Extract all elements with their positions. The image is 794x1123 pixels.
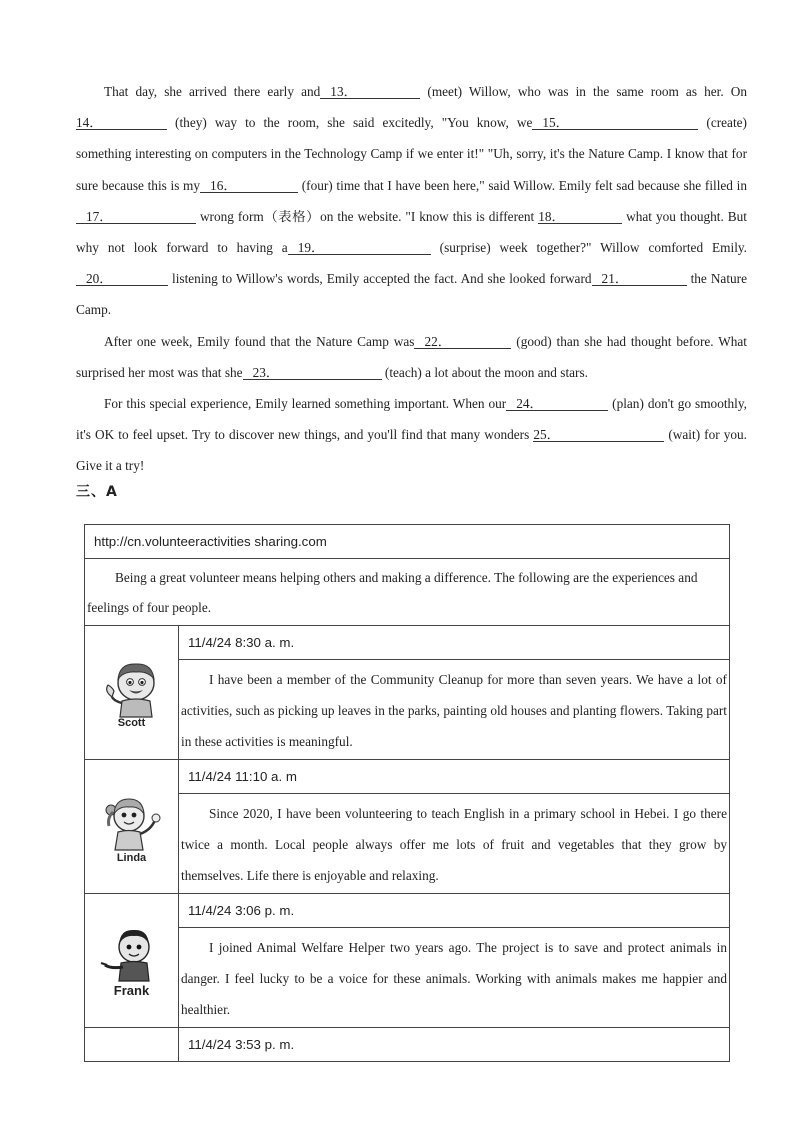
avatar-name: Linda [116, 851, 147, 864]
post-time: 11/4/24 3:06 p. m. [179, 894, 730, 928]
text: (wait) for you. Give it a try! [76, 427, 747, 474]
blank-14[interactable]: 14． [76, 115, 167, 130]
post-time: 11/4/24 8:30 a. m. [179, 626, 730, 660]
text: (four) time that I have been here," said Willow. Emily felt sad because she filled in [298, 177, 747, 193]
post-body [179, 928, 730, 1028]
blank-17[interactable]: 17． [76, 209, 196, 224]
blank-16[interactable]: 16． [200, 178, 298, 193]
post-text: I have been a member of the Community Cleanup for more than seven years. We have a lot of activities, such as picking up leaves in the parks, painting old houses and planting flowers. Taking part in these activities is meaningful. [181, 672, 727, 749]
girl-waving-icon [99, 790, 165, 854]
reading-passage [76, 76, 747, 482]
section-title: 三、A [76, 484, 118, 500]
text: For this special experience, Emily learned something important. When our [104, 396, 507, 412]
text: listening to Willow's words, Emily accepted the fact. And she looked forward [168, 271, 592, 287]
post-text: Since 2020, I have been volunteering to teach English in a primary school in Hebei. I go there twice a month. Local people always offer me lots of fruit and vegetables that they grow by themselves. Life there is enjoyable and relaxing. [181, 806, 727, 883]
avatar-cell-4 [85, 1028, 179, 1062]
text: the Nature Camp. [76, 271, 748, 318]
post-time: 11/4/24 3:53 p. m. [179, 1028, 730, 1062]
text: (good) than she had thought before. What surprised her most was that she [76, 333, 747, 380]
text: (surprise) week together?" Willow comforted Emily. [430, 240, 747, 256]
post-body [179, 660, 730, 760]
boy-pointing-icon [99, 923, 165, 985]
avatar [85, 923, 178, 998]
blank-13[interactable]: 13． [320, 84, 420, 99]
text: (meet) Willow, who was in the same room as her. On [420, 84, 747, 99]
avatar-cell-scott [85, 626, 179, 760]
boy-waving-icon [100, 657, 164, 719]
text: what you thought. But why not look forward to having a [76, 208, 747, 256]
avatar [85, 790, 178, 864]
blank-21[interactable]: 21． [592, 271, 687, 286]
avatar-name: Frank [113, 983, 150, 998]
text: (they) way to the room, she said excitedly, "You know, we [167, 115, 533, 131]
blank-18[interactable]: 18． [538, 209, 622, 224]
paragraph-1 [76, 76, 747, 326]
blank-24[interactable]: 24． [506, 396, 608, 411]
paragraph-3 [76, 388, 747, 482]
post-body [179, 794, 730, 894]
blank-19[interactable]: 19． [288, 240, 431, 255]
intro-cell [85, 559, 730, 626]
text: After one week, Emily found that the Nature Camp was [104, 333, 415, 349]
post-time: 11/4/24 11:10 a. m [179, 760, 730, 794]
volunteer-posts-table [84, 524, 730, 1062]
blank-15[interactable]: 15． [532, 115, 698, 130]
paragraph-2 [76, 326, 747, 388]
blank-22[interactable]: 22． [414, 334, 511, 349]
website-url[interactable]: http://cn.volunteeractivities sharing.com [85, 525, 730, 559]
avatar-cell-linda [85, 760, 179, 894]
avatar-name: Scott [117, 716, 146, 729]
text: (plan) don't go smoothly, it's OK to feel upset. Try to discover new things, and you'll find that many wonders [76, 396, 747, 443]
text: (teach) a lot about the moon and stars. [381, 364, 588, 380]
blank-25[interactable]: 25． [533, 427, 664, 442]
blank-23[interactable]: 23． [243, 365, 382, 380]
text: (create) something interesting on computers in the Technology Camp if we enter it!" "Uh, sorry, it's the Nature Camp. I know that for sure because this is my [76, 115, 747, 193]
avatar [85, 657, 178, 729]
post-text: I joined Animal Welfare Helper two years ago. The project is to save and protect animals in danger. I feel lucky to be a voice for these animals. Working with animals makes me happier and healthier. [181, 940, 727, 1017]
text: That day, she arrived there early and [104, 84, 321, 99]
avatar-cell-frank [85, 894, 179, 1028]
text: wrong form（表格）on the website. "I know this is different [196, 208, 539, 224]
intro-text: Being a great volunteer means helping others and making a difference. The following are the experiences and feelings of four people. [87, 570, 698, 615]
blank-20[interactable]: 20． [76, 271, 168, 286]
